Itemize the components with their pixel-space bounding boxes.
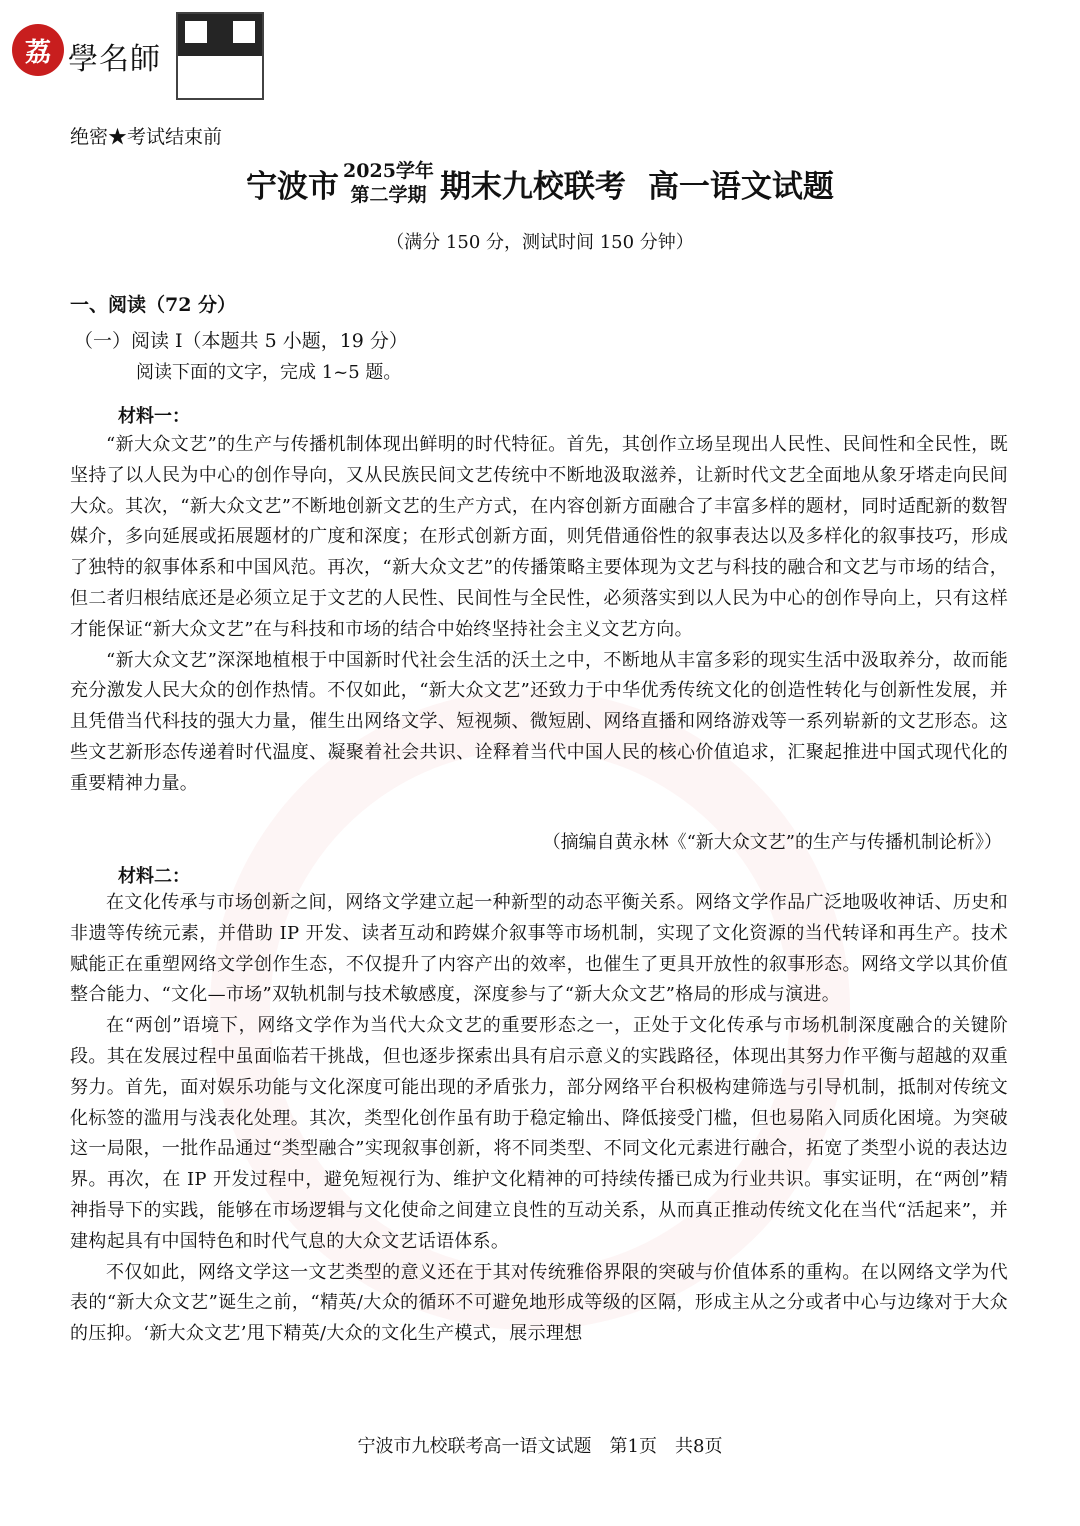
material1-source: （摘编自黄永林《“新大众文艺”的生产与传播机制论析》） [542,832,1002,853]
subsection-heading: （一）阅读 I（本题共 5 小题，19 分） [74,330,408,352]
paragraph: 不仅如此，网络文学这一文艺类型的意义还在于其对传统雅俗界限的突破与价值体系的重构。在以网络文学为代表的“新大众文艺”诞生之前，“精英/大众的循环不可避免地形成等级的区隔，形成主从之分或者中心与边缘对于大众的压抑。‘新大众文艺’甩下精英/大众的文化生产模式，展示理想 [70,1261,1008,1345]
title-term-block [343,160,434,208]
confidential-label: 绝密★考试结束前 [70,126,223,148]
exam-title [0,160,1080,208]
paragraph: “新大众文艺”的生产与传播机制体现出鲜明的时代特征。首先，其创作立场呈现出人民性、民间性和全民性，既坚持了以人民为中心的创作导向，又从民族民间文艺传统中不断地汲取滋养，让新时代文艺全面地从象牙塔走向民间大众。其次，“新大众文艺”不断地创新文艺的生产方式，在内容创新方面融合了丰富多样的题材，同时适配新的数智媒介，多向延展或拓展题材的广度和深度；在形式创新方面，则凭借通俗性的叙事表达以及多样化的叙事技巧，形成了独特的叙事体系和中国风范。再次，“新大众文艺”的传播策略主要体现为文艺与科技的融合和文艺与市场的结合，但二者归根结底还是必须立足于文艺的人民性、民间性与全民性，必须落实到以人民为中心的创作导向上，只有这样才能保证“新大众文艺”在与科技和市场的结合中始终坚持社会主义文艺方向。 [70,434,1008,640]
material2-body [70,888,1008,1350]
seal-char: 荔 [24,37,51,68]
score-info: （满分 150 分，测试时间 150 分钟） [386,232,694,253]
title-exam: 期末九校联考 [439,169,626,206]
title-term: 第二学期 [350,183,427,206]
paragraph: 在“两创”语境下，网络文学作为当代大众文艺的重要形态之一，正处于文化传承与市场机制深度融合的关键阶段。其在发展过程中虽面临若干挑战，但也逐步探索出具有启示意义的实践路径，体现出其努力作平衡与超越的双重努力。首先，面对娱乐功能与文化深度可能出现的矛盾张力，部分网络平台积极构建筛选与引导机制，抵制对传统文化标签的滥用与浅表化处理。其次，类型化创作虽有助于稳定输出、降低接受门槛，但也易陷入同质化困境。为突破这一局限，一批作品通过“类型融合”实现叙事创新，将不同类型、不同文化元素进行融合，拓宽了类型小说的表达边界。再次，在 IP 开发过程中，避免短视行为、维护文化精神的可持续传播已成为行业共识。事实证明，在“两创”精神指导下的实践，能够在市场逻辑与文化使命之间建立良性的互动关系，从而真正推动传统文化在当代“活起来”，并建构起具有中国特色和时代气息的大众文艺话语体系。 [70,1015,1008,1252]
title-subject: 高一语文试题 [647,169,834,206]
paragraph: 在文化传承与市场创新之间，网络文学建立起一种新型的动态平衡关系。网络文学作品广泛地吸收神话、历史和非遗等传统元素，并借助 IP 开发、读者互动和跨媒介叙事等市场机制，实现了文化资源的当代转译和再生产。技术赋能正在重塑网络文学创作生态，不仅提升了内容产出的效率，也催生了更具开放性的叙事形态。网络文学以其价值整合能力、“文化—市场”双轨机制与技术敏感度，深度参与了“新大众文艺”格局的形成与演进。 [70,892,1008,1006]
page-footer: 宁波市九校联考高一语文试题 第1页 共8页 [357,1436,723,1457]
instruction-text: 阅读下面的文字，完成 1~5 题。 [136,362,402,383]
material1-title: 材料一： [118,406,190,427]
title-city: 宁波市 [246,169,340,206]
paragraph: “新大众文艺”深深地植根于中国新时代社会生活的沃土之中，不断地从丰富多彩的现实生活中汲取养分，故而能充分激发人民大众的创作热情。不仅如此，“新大众文艺”还致力于中华优秀传统文化的创造性转化与创新性发展，并且凭借当代科技的强大力量，催生出网络文学、短视频、微短剧、网络直播和网络游戏等一系列崭新的文艺形态。这些文艺新形态传递着时代温度、凝聚着社会共识、诠释着当代中国人民的核心价值追求，汇聚起推进中国式现代化的重要精神力量。 [70,649,1008,794]
qr-code-icon [176,12,264,100]
brand-name: 學名師 [68,42,161,77]
title-year: 2025学年 [343,160,434,182]
header-logo [12,12,272,102]
seal-icon [12,24,64,76]
material2-title: 材料二： [118,866,190,887]
section-heading: 一、阅读（72 分） [70,294,237,316]
material1-body [70,430,1008,800]
